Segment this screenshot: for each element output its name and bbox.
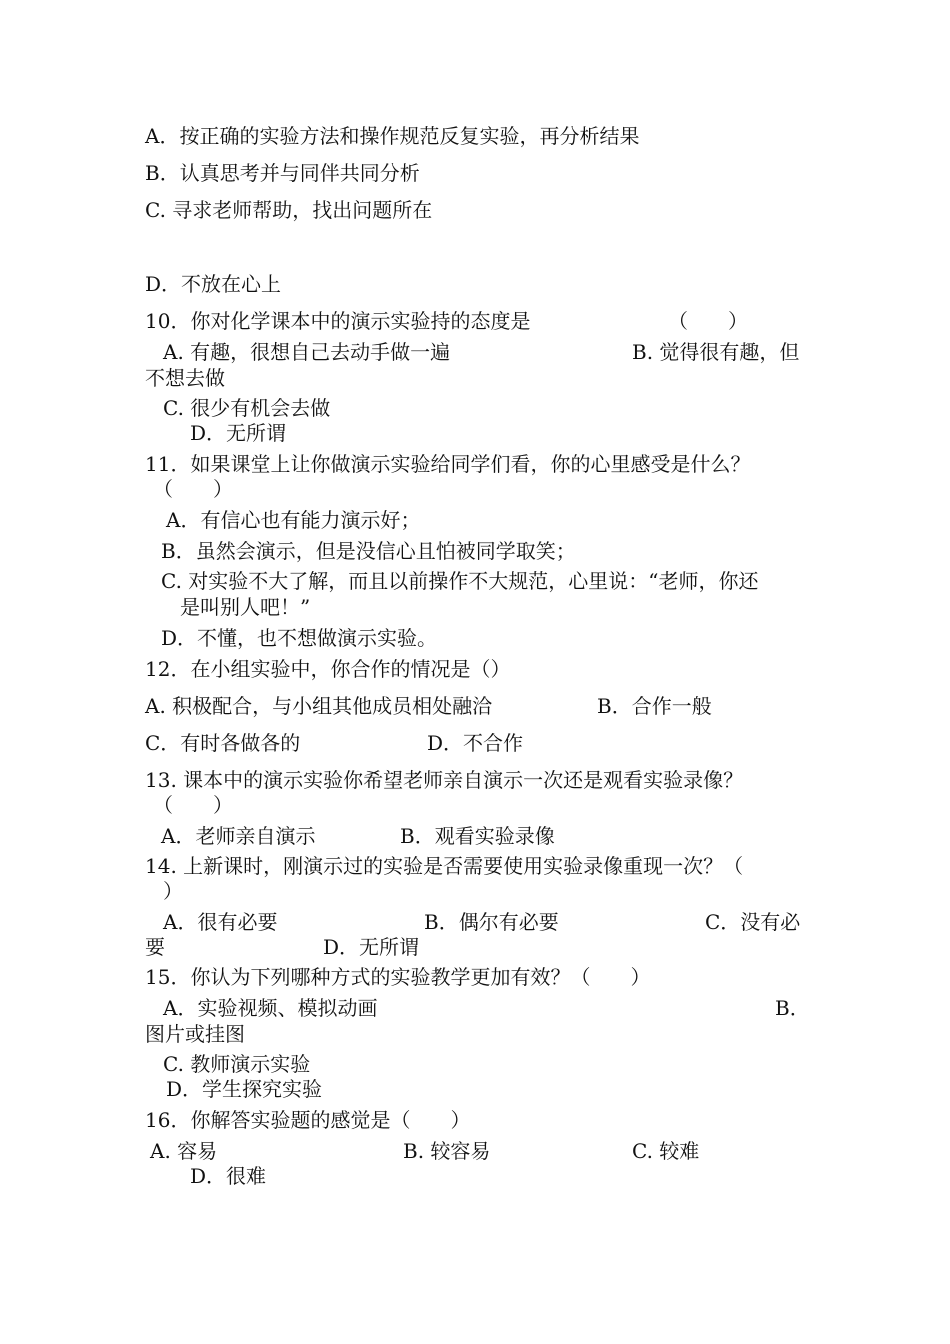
q16-option-a: A. 容易 xyxy=(150,1139,218,1163)
q12-question: 12．在小组实验中，你合作的情况是（） xyxy=(145,657,511,681)
q10-answer-paren: （ ） xyxy=(668,309,748,333)
q13-question: 13. 课本中的演示实验你希望老师亲自演示一次还是观看实验录像？ xyxy=(145,768,744,792)
q12-option-c: C．有时各做各的 xyxy=(145,731,301,755)
q11-option-b: B．虽然会演示，但是没信心且怕被同学取笑； xyxy=(161,539,576,563)
q11-option-c-continued: 是叫别人吧！” xyxy=(180,595,311,619)
q15-option-c: C. 教师演示实验 xyxy=(163,1052,311,1076)
q10-option-b: B. 觉得很有趣，但 xyxy=(632,340,800,364)
q14-option-c: C．没有必 xyxy=(705,910,801,934)
q15-option-b: B． xyxy=(775,996,810,1020)
q13-answer-paren: （ ） xyxy=(153,793,233,817)
q9-option-a: A．按正确的实验方法和操作规范反复实验，再分析结果 xyxy=(145,124,640,148)
q12-option-a: A. 积极配合，与小组其他成员相处融洽 xyxy=(145,694,493,718)
q15-option-d: D．学生探究实验 xyxy=(166,1077,323,1101)
q14-option-b: B．偶尔有必要 xyxy=(424,910,559,934)
q9-option-c: C. 寻求老师帮助，找出问题所在 xyxy=(145,198,433,222)
q9-option-b: B．认真思考并与同伴共同分析 xyxy=(145,161,420,185)
q10-option-b-continued: 不想去做 xyxy=(145,366,225,390)
q9-option-d: D．不放在心上 xyxy=(145,272,282,296)
q16-option-b: B. 较容易 xyxy=(403,1139,491,1163)
q14-option-a: A．很有必要 xyxy=(163,910,278,934)
q11-question: 11．如果课堂上让你做演示实验给同学们看，你的心里感受是什么？ xyxy=(145,452,751,476)
q12-option-d: D．不合作 xyxy=(427,731,524,755)
q16-question: 16．你解答实验题的感觉是（ ） xyxy=(145,1108,471,1132)
q10-option-c: C. 很少有机会去做 xyxy=(163,396,331,420)
q10-option-a: A. 有趣，很想自己去动手做一遍 xyxy=(163,340,451,364)
q11-option-a: A．有信心也有能力演示好； xyxy=(166,508,421,532)
q10-question: 10．你对化学课本中的演示实验持的态度是 xyxy=(145,309,531,333)
q13-option-b: B．观看实验录像 xyxy=(400,824,555,848)
q14-question: 14. 上新课时，刚演示过的实验是否需要使用实验录像重现一次？（ xyxy=(145,854,744,878)
q11-option-c: C. 对实验不大了解，而且以前操作不大规范，心里说：“老师，你还 xyxy=(161,569,759,593)
q11-option-d: D．不懂，也不想做演示实验。 xyxy=(161,626,438,650)
q14-option-d: D．无所谓 xyxy=(323,935,420,959)
q14-answer-paren: ） xyxy=(163,879,183,903)
q13-option-a: A．老师亲自演示 xyxy=(161,824,316,848)
q15-question: 15．你认为下列哪种方式的实验教学更加有效？（ ） xyxy=(145,965,651,989)
q16-option-d: D．很难 xyxy=(190,1164,267,1188)
q14-option-c-continued: 要 xyxy=(145,935,165,959)
q16-option-c: C. 较难 xyxy=(632,1139,700,1163)
q15-option-a: A．实验视频、模拟动画 xyxy=(163,996,378,1020)
q12-option-b: B．合作一般 xyxy=(597,694,712,718)
q10-option-d: D．无所谓 xyxy=(190,421,287,445)
q15-option-b-continued: 图片或挂图 xyxy=(145,1022,245,1046)
q11-answer-paren: （ ） xyxy=(153,477,233,501)
